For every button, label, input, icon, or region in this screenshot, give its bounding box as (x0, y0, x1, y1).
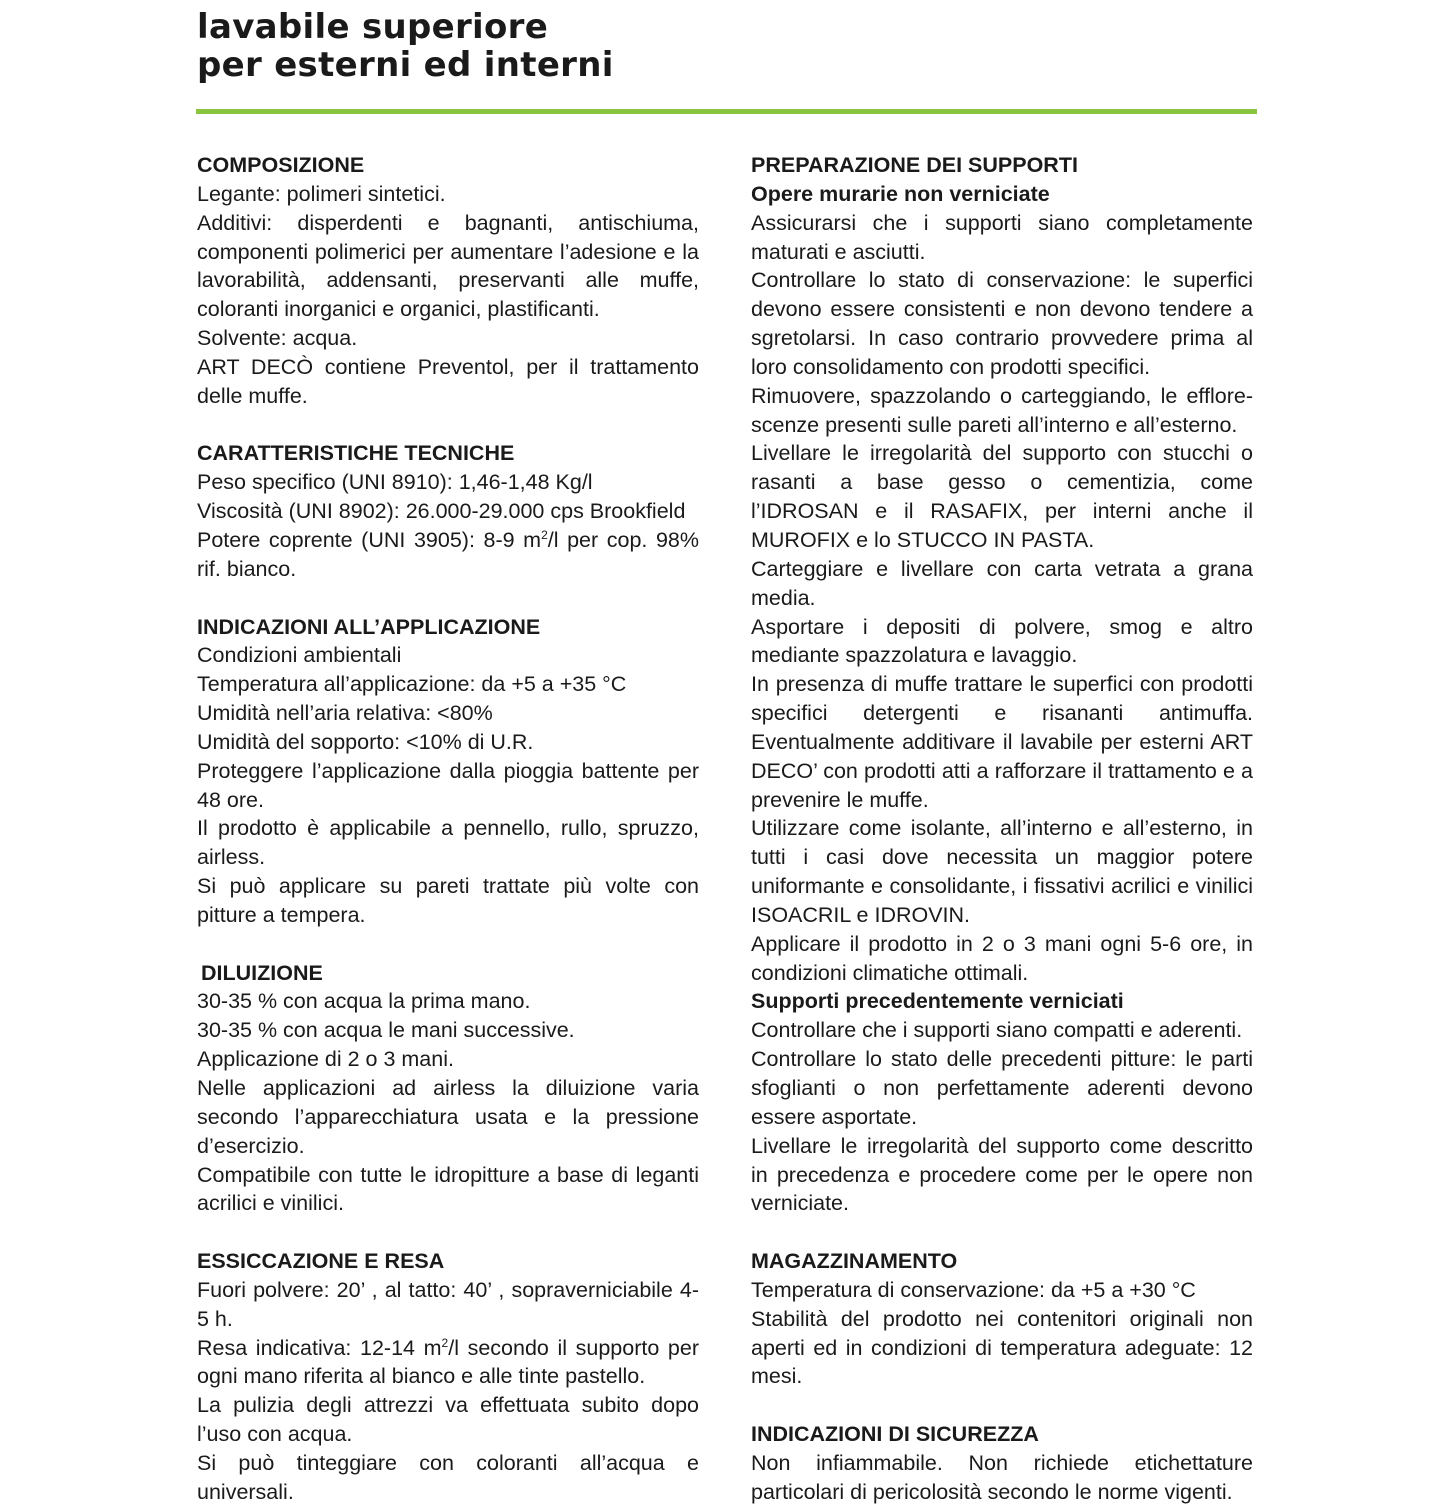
paragraph: Umidità nell’aria relativa: <80% (197, 701, 493, 726)
section-heading: CARATTERISTICHE TECNICHE (197, 441, 515, 466)
paragraph: Il prodotto è applicabile a pennello, rullo, spruzzo, airless. (197, 816, 699, 870)
paragraph: ART DECÒ contiene Preventol, per il trattamento delle muffe. (197, 354, 699, 408)
subsection-heading: Supporti precedentemente verniciati (751, 989, 1124, 1014)
paragraph: Assicurarsi che i supporti siano completamente maturati e asciutti. (751, 210, 1253, 264)
section-heading: ESSICCAZIONE E RESA (197, 1249, 445, 1274)
right-column (751, 151, 1253, 1507)
paragraph: Viscosità (UNI 8902): 26.000-29.000 cps Brookfield (197, 499, 686, 524)
title-line-1: lavabile superiore (197, 7, 549, 47)
section-heading: MAGAZZINAMENTO (751, 1249, 958, 1274)
section-caratteristiche-tecniche (197, 439, 699, 583)
paragraph: Legante: polimeri sintetici. (197, 181, 446, 206)
paragraph: 30-35 % con acqua la prima mano. (197, 989, 531, 1014)
left-column (197, 151, 699, 1507)
superscript: 2 (441, 1335, 449, 1350)
paragraph: Stabilità del prodotto nei contenitori originali non aperti ed in condizioni di temperatura adeguate: 12 mesi. (751, 1306, 1253, 1389)
paragraph: In presenza di muffe trattare le superfici con prodotti specifici detergenti e risananti antimuffa. Eventualmente additivare il lavabile per esterni ART DECO’ con prodotti atti a rafforzare il trattamento e a prevenire le muffe. (751, 672, 1253, 812)
paragraph: Livellare le irregolarità del supporto con stucchi o rasanti a base gesso o cementizia, come l’IDROSAN e il RASAFIX, per interni anche il MUROFIX e lo STUCCO IN PASTA. (751, 441, 1253, 552)
paragraph-potere-coprente (197, 526, 699, 584)
section-essiccazione-resa (197, 1247, 699, 1507)
section-composizione (197, 151, 699, 411)
paragraph: Rimuovere, spazzolando o carteggiando, le efflore-scenze presenti sulle pareti all’interno e all’esterno. (751, 383, 1253, 437)
section-heading: DILUIZIONE (201, 960, 323, 985)
paragraph: Applicare il prodotto in 2 o 3 mani ogni 5-6 ore, in condizioni climatiche ottimali. (751, 931, 1253, 985)
paragraph: Livellare le irregolarità del supporto come descritto in precedenza e procedere come per le opere non verniciate. (751, 1133, 1253, 1216)
paragraph: Asportare i depositi di polvere, smog e altro mediante spazzolatura e lavaggio. (751, 614, 1253, 668)
section-magazzinamento (751, 1247, 1253, 1391)
paragraph: Nelle applicazioni ad airless la diluizione varia secondo l’apparecchiatura usata e la pressione d’esercizio. (197, 1076, 699, 1158)
paragraph: Applicazione di 2 o 3 mani. (197, 1047, 454, 1072)
paragraph: Solvente: acqua. (197, 326, 358, 351)
paragraph: Umidità del sopporto: <10% di U.R. (197, 729, 534, 754)
paragraph: Temperatura all’applicazione: da +5 a +35 °C (197, 672, 627, 697)
paragraph: Utilizzare come isolante, all’interno e all’esterno, in tutti i casi dove necessita un maggior potere uniformante e consolidante, i fissativi acrilici e vinilici ISOACRIL e IDROVIN. (751, 816, 1253, 927)
section-preparazione-supporti (751, 151, 1253, 1218)
paragraph: Si può tinteggiare con coloranti all’acqua e universali. (197, 1450, 699, 1504)
text-part: Resa indicativa: 12-14 m (197, 1335, 442, 1360)
paragraph: Carteggiare e livellare con carta vetrata a grana media. (751, 556, 1253, 610)
paragraph: Additivi: disperdenti e bagnanti, antischiuma, componenti polimerici per aumentare l’adesione e la lavorabilità, addensanti, preservanti alle muffe, coloranti inorganici e organici, plastificanti. (197, 210, 699, 322)
superscript: 2 (541, 527, 548, 542)
paragraph: Proteggere l’applicazione dalla pioggia battente per 48 ore. (197, 758, 699, 812)
title-line-2: per esterni ed interni (197, 45, 614, 85)
text-part: Potere coprente (UNI 3905): 8-9 m (197, 527, 542, 552)
section-indicazioni-sicurezza (751, 1420, 1253, 1507)
paragraph: Non infiammabile. Non richiede etichettature particolari di pericolosità secondo le norme vigenti. (751, 1450, 1253, 1504)
paragraph: La pulizia degli attrezzi va effettuata subito dopo l’uso con acqua. (197, 1393, 699, 1447)
paragraph: Si può applicare su pareti trattate più volte con pitture a tempera. (197, 874, 699, 927)
paragraph: Controllare che i supporti siano compatti e aderenti. (751, 1018, 1243, 1043)
subsection-heading: Opere murarie non verniciate (751, 181, 1050, 206)
paragraph: Fuori polvere: 20’ , al tatto: 40’ , sopraverniciabile 4-5 h. (197, 1277, 699, 1331)
paragraph: Controllare lo stato delle precedenti pitture: le parti sfoglianti o non perfettamente aderenti devono essere asportate. (751, 1047, 1253, 1129)
paragraph: Condizioni ambientali (197, 643, 402, 668)
text-part: /l secondo il supporto per ogni mano riferita al bianco e alle tinte pastello. (197, 1335, 699, 1389)
paragraph: 30-35 % con acqua le mani successive. (197, 1018, 575, 1043)
paragraph: Controllare lo stato di conservazione: le superfici devono essere consistenti e non devono tendere a sgretolarsi. In caso contrario provvedere prima al loro consolidamento con prodotti specifici. (751, 268, 1253, 379)
paragraph: Compatibile con tutte le idropitture a base di leganti acrilici e vinilici. (197, 1162, 699, 1216)
title-divider (196, 109, 1257, 114)
section-heading: INDICAZIONI ALL’APPLICAZIONE (197, 614, 541, 639)
section-heading: INDICAZIONI DI SICUREZZA (751, 1422, 1039, 1447)
section-heading: COMPOSIZIONE (197, 153, 365, 177)
text-part: /l per cop. 98% rif. bianco. (197, 527, 699, 581)
paragraph: Peso specifico (UNI 8910): 1,46-1,48 Kg/l (197, 470, 593, 495)
paragraph: Temperatura di conservazione: da +5 a +30 °C (751, 1277, 1196, 1302)
section-heading: PREPARAZIONE DEI SUPPORTI (751, 153, 1078, 177)
page-title (197, 8, 1257, 84)
section-indicazioni-applicazione (197, 613, 699, 930)
section-diluizione (197, 959, 699, 1219)
paragraph-resa-indicativa (197, 1334, 699, 1392)
